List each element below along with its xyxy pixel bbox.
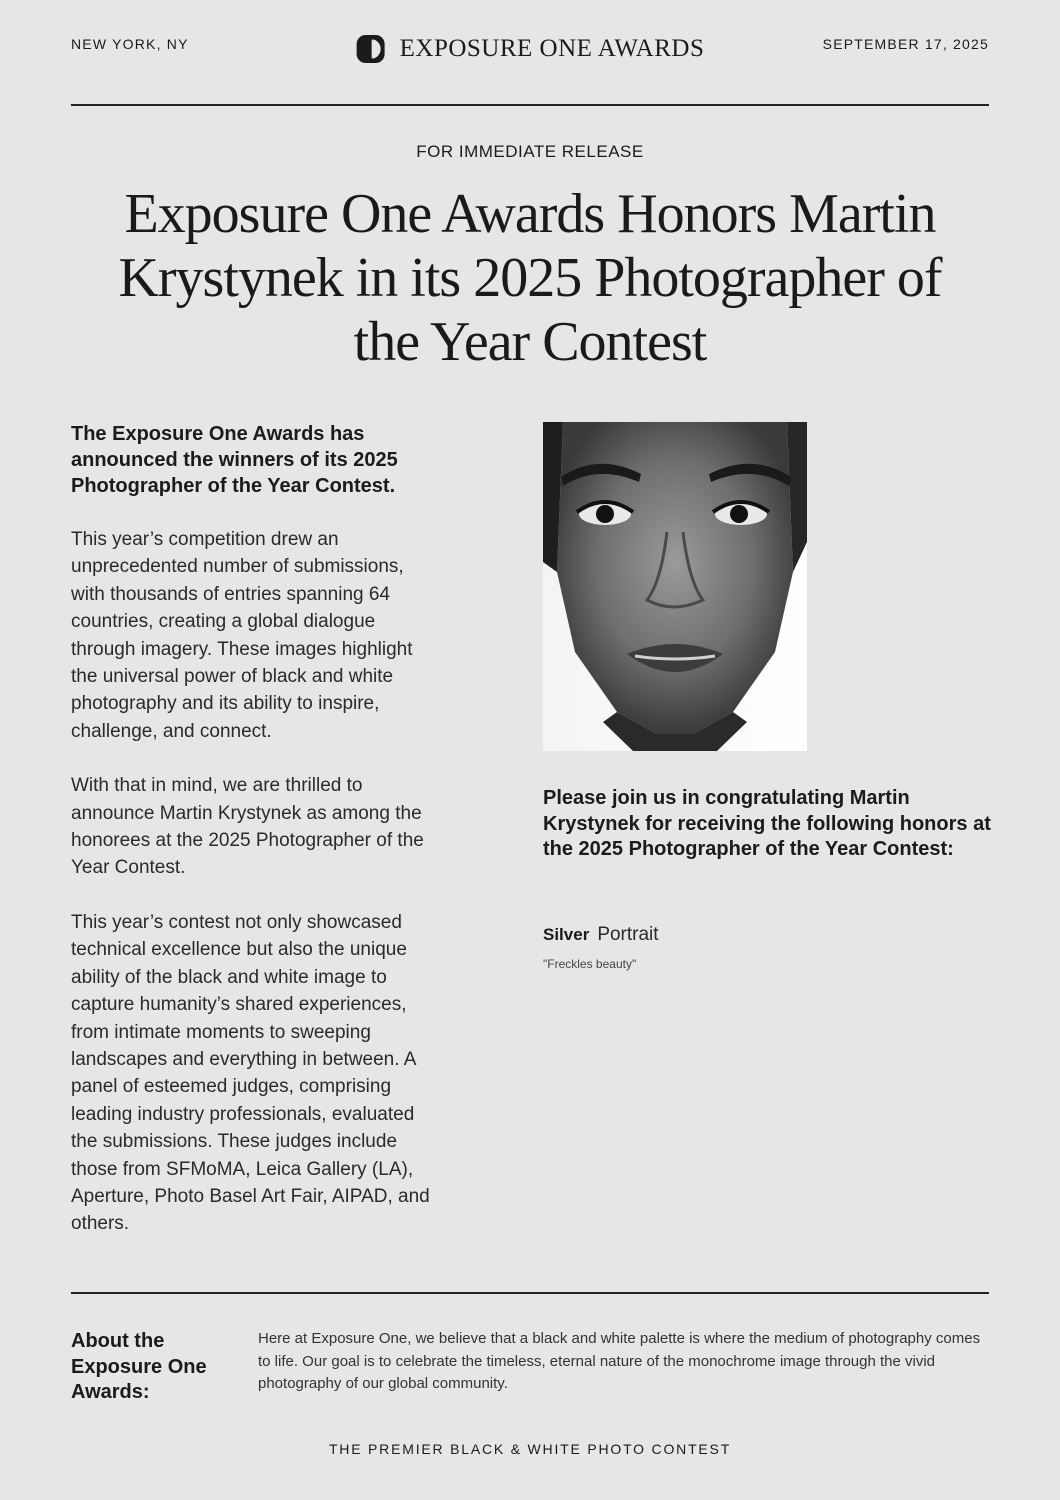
about-text: Here at Exposure One, we believe that a black and white palette is where the medium of photography comes to life. Our goal is to celebrate the timeless, eternal nature of the monochrome image through the vivid photography of our global community. <box>258 1330 981 1392</box>
honor-category: Portrait <box>597 924 659 945</box>
brand[interactable] <box>356 34 705 64</box>
release-date: SEPTEMBER 17, 2025 <box>822 36 989 52</box>
half-moon-logo-icon <box>356 34 386 64</box>
body-column <box>71 421 441 1265</box>
honor-entry <box>543 924 659 946</box>
masthead <box>71 34 989 74</box>
body-paragraph: This year’s competition drew an unprecedented number of submissions, with thousands of entries spanning 64 countries, creating a global dialogue through imagery. These images highlight the universal power of black and white photography and its ability to inspire, challenge, and connect. <box>71 529 413 742</box>
honor-level: Silver <box>543 925 590 944</box>
tagline: THE PREMIER BLACK & WHITE PHOTO CONTEST <box>328 1441 732 1457</box>
release-label: FOR IMMEDIATE RELEASE <box>416 142 644 161</box>
bottom-divider <box>71 1292 989 1294</box>
congratulations-text: Please join us in congratulating Martin Krystynek for receiving the following honors at the 2025 Photographer of the Year Contest: <box>543 787 991 860</box>
body-paragraph: With that in mind, we are thrilled to announce Martin Krystynek as among the honorees at the 2025 Photographer of the Year Contest. <box>71 775 424 879</box>
winning-portrait-photo <box>543 422 807 751</box>
top-divider <box>71 104 989 106</box>
location: NEW YORK, NY <box>71 36 189 52</box>
body-paragraph: This year’s contest not only showcased technical excellence but also the unique ability of the black and white image to capture humanity’s shared experiences, from intimate moments to sweeping landscapes and everything in between. A panel of esteemed judges, comprising leading industry professionals, evaluated the submissions. These judges include those from SFMoMA, Leica Gallery (LA), Aperture, Photo Basel Art Fair, AIPAD, and others. <box>71 911 430 1235</box>
brand-name: EXPOSURE ONE AWARDS <box>399 35 705 62</box>
headline: Exposure One Awards Honors Martin Krystynek in its 2025 Photographer of the Year Contest <box>118 183 942 373</box>
honor-photo-title: "Freckles beauty" <box>543 957 637 971</box>
about-label: About the Exposure One Awards: <box>71 1330 207 1403</box>
lede: The Exposure One Awards has announced the winners of its 2025 Photographer of the Year Contest. <box>71 423 398 497</box>
